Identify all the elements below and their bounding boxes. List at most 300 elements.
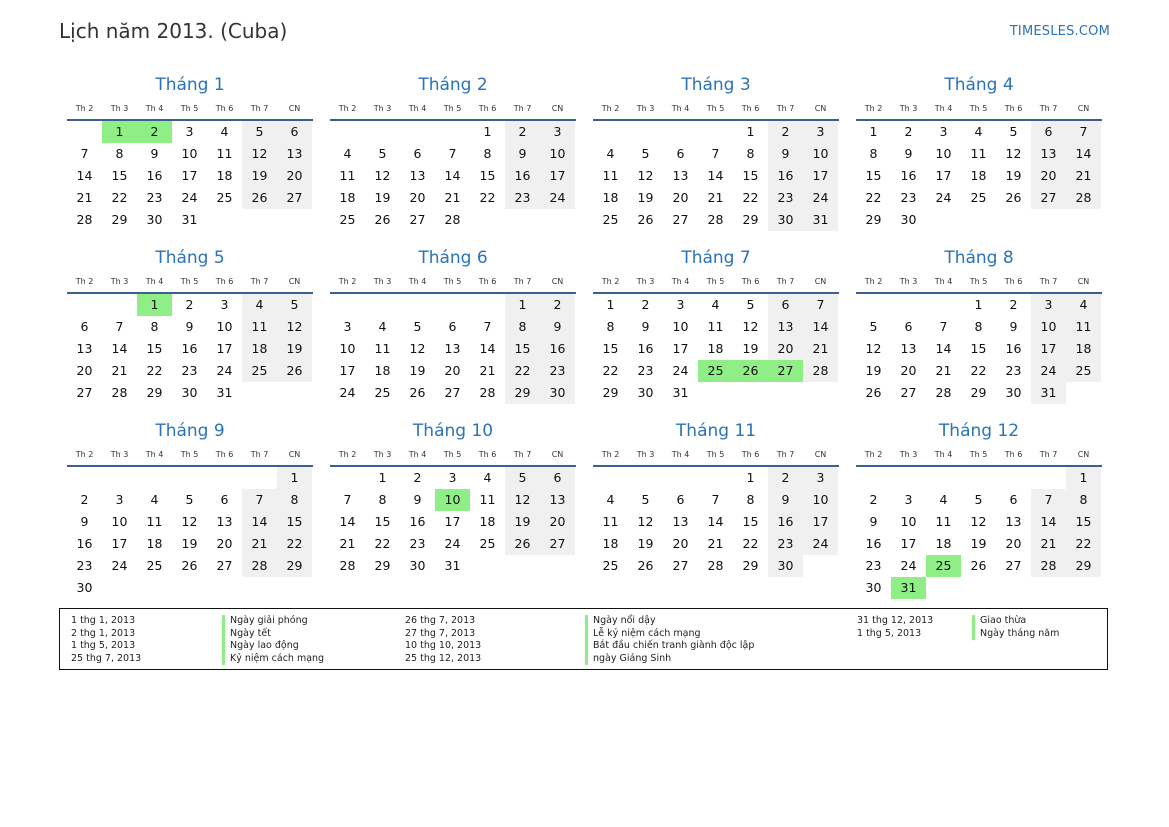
day-cell: 17 [444, 514, 461, 529]
day-cell: 17 [672, 341, 689, 356]
day-cell: 9 [869, 514, 878, 529]
weekday-label: CN [814, 276, 827, 286]
day-cell: 9 [540, 316, 575, 338]
month-title: Tháng 9 [155, 421, 225, 441]
day-cell: 9 [768, 489, 803, 511]
day-cell: 13 [768, 316, 803, 338]
day-cell: 27 [409, 212, 426, 227]
day-cell: 11 [146, 514, 163, 529]
empty-day-cell [137, 467, 172, 489]
legend-names-column [972, 615, 1059, 640]
empty-day-cell [470, 209, 505, 231]
week-row [593, 533, 839, 555]
day-cell: 25 [602, 212, 619, 227]
week-row [67, 294, 313, 316]
day-cell: 30 [768, 209, 803, 231]
empty-day-cell [926, 467, 961, 489]
day-cell: 22 [479, 190, 496, 205]
day-cell: 6 [540, 467, 575, 489]
weekday-label: Th 3 [373, 276, 392, 286]
day-cell: 26 [970, 558, 987, 573]
week-row [67, 187, 313, 209]
day-cell: 31 [216, 385, 233, 400]
day-cell: 22 [602, 363, 619, 378]
day-cell: 27 [540, 533, 575, 555]
empty-day-cell [435, 121, 470, 143]
day-cell: 19 [637, 536, 654, 551]
weekday-label: Th 2 [75, 103, 94, 113]
weekday-label: CN [1077, 449, 1090, 459]
day-cell: 19 [1005, 168, 1022, 183]
day-cell: 4 [606, 492, 615, 507]
day-cell: 8 [150, 319, 159, 334]
day-cell: 21 [444, 190, 461, 205]
day-cell: 26 [374, 212, 391, 227]
day-cell: 2 [80, 492, 89, 507]
day-cell: 4 [343, 146, 352, 161]
day-cell: 11 [374, 341, 391, 356]
weekday-header [856, 97, 1102, 121]
day-cell: 23 [505, 187, 540, 209]
day-cell: 14 [803, 316, 838, 338]
day-cell: 28 [707, 212, 724, 227]
empty-day-cell [926, 294, 961, 316]
day-cell: 22 [277, 533, 312, 555]
week-row [330, 511, 576, 533]
day-cell: 10 [1031, 316, 1066, 338]
week-row [67, 316, 313, 338]
weekday-label: Th 7 [250, 276, 269, 286]
day-cell: 11 [1066, 316, 1101, 338]
day-cell: 29 [1066, 555, 1101, 577]
site-link[interactable]: TIMESLES.COM [1009, 24, 1110, 39]
day-cell: 12 [409, 341, 426, 356]
day-cell: 3 [448, 470, 457, 485]
day-cell: 10 [900, 514, 917, 529]
day-cell: 12 [242, 143, 277, 165]
legend-date: 25 thg 12, 2013 [405, 652, 482, 664]
month-title: Tháng 10 [412, 421, 494, 441]
month-title: Tháng 12 [938, 421, 1020, 441]
day-cell: 1 [746, 124, 755, 139]
day-cell: 20 [900, 363, 917, 378]
empty-day-cell [365, 294, 400, 316]
day-cell: 13 [277, 143, 312, 165]
weekday-header [67, 443, 313, 467]
weekday-label: CN [551, 276, 564, 286]
day-cell: 13 [76, 341, 93, 356]
day-cell: 11 [707, 319, 724, 334]
day-cell: 4 [711, 297, 720, 312]
day-cell: 24 [672, 363, 689, 378]
week-row [330, 209, 576, 231]
day-cell: 7 [483, 319, 492, 334]
legend-holiday-name: Ngày giải phóng [222, 615, 324, 628]
weekday-label: Th 7 [776, 276, 795, 286]
day-cell: 21 [1066, 165, 1101, 187]
day-cell: 9 [505, 143, 540, 165]
week-row [67, 209, 313, 231]
day-cell: 11 [242, 316, 277, 338]
day-cell: 22 [742, 190, 759, 205]
day-cell: 26 [1005, 190, 1022, 205]
day-cell: 22 [146, 363, 163, 378]
weekday-label: Th 5 [969, 276, 988, 286]
weekday-label: Th 3 [899, 103, 918, 113]
week-row [856, 143, 1102, 165]
day-cell: 29 [865, 212, 882, 227]
day-cell: 4 [242, 294, 277, 316]
day-cell: 18 [602, 536, 619, 551]
week-row [330, 121, 576, 143]
day-cell: 5 [746, 297, 755, 312]
week-row [856, 511, 1102, 533]
empty-day-cell [891, 467, 926, 489]
day-cell: 31 [181, 212, 198, 227]
day-cell: 24 [1031, 360, 1066, 382]
day-cell: 11 [970, 146, 987, 161]
empty-day-cell [102, 577, 137, 599]
weekday-label: Th 2 [75, 449, 94, 459]
weekday-label: Th 4 [934, 103, 953, 113]
holiday-day-cell: 10 [435, 489, 470, 511]
month-title: Tháng 3 [681, 75, 751, 95]
day-cell: 5 [1009, 124, 1018, 139]
empty-day-cell [698, 382, 733, 404]
empty-day-cell [400, 294, 435, 316]
empty-day-cell [698, 121, 733, 143]
day-cell: 21 [76, 190, 93, 205]
day-cell: 15 [146, 341, 163, 356]
day-cell: 8 [746, 492, 755, 507]
day-cell: 24 [935, 190, 952, 205]
day-cell: 25 [339, 212, 356, 227]
day-cell: 18 [970, 168, 987, 183]
day-cell: 14 [935, 341, 952, 356]
weekday-label: Th 2 [338, 276, 357, 286]
day-cell: 24 [111, 558, 128, 573]
day-cell: 18 [146, 536, 163, 551]
weekday-label: Th 7 [1039, 103, 1058, 113]
empty-day-cell [242, 382, 277, 404]
weekday-label: Th 3 [110, 449, 129, 459]
legend-date: 25 thg 7, 2013 [71, 652, 142, 664]
day-cell: 7 [242, 489, 277, 511]
day-cell: 4 [220, 124, 229, 139]
holiday-day-cell: 1 [102, 121, 137, 143]
day-cell: 13 [672, 168, 689, 183]
day-cell: 5 [413, 319, 422, 334]
day-cell: 28 [707, 558, 724, 573]
weekday-label: Th 7 [776, 103, 795, 113]
month-title: Tháng 4 [944, 75, 1014, 95]
day-cell: 23 [76, 558, 93, 573]
day-cell: 4 [1066, 294, 1101, 316]
empty-day-cell [540, 555, 575, 577]
holiday-day-cell: 25 [698, 360, 733, 382]
day-cell: 7 [115, 319, 124, 334]
day-cell: 1 [606, 297, 615, 312]
weekday-label: Th 5 [969, 449, 988, 459]
day-cell: 2 [904, 124, 913, 139]
day-cell: 3 [220, 297, 229, 312]
empty-day-cell [277, 382, 312, 404]
empty-day-cell [505, 209, 540, 231]
weekday-label: Th 2 [75, 276, 94, 286]
day-cell: 28 [935, 385, 952, 400]
week-row [330, 294, 576, 316]
week-row [856, 577, 1102, 599]
day-cell: 10 [540, 143, 575, 165]
day-cell: 23 [409, 536, 426, 551]
day-cell: 7 [803, 294, 838, 316]
empty-day-cell [277, 577, 312, 599]
day-cell: 9 [641, 319, 650, 334]
day-cell: 2 [1009, 297, 1018, 312]
day-cell: 16 [900, 168, 917, 183]
weekday-label: Th 7 [1039, 449, 1058, 459]
day-cell: 24 [444, 536, 461, 551]
day-cell: 13 [900, 341, 917, 356]
day-cell: 26 [637, 212, 654, 227]
empty-day-cell [803, 555, 838, 577]
day-cell: 12 [637, 168, 654, 183]
empty-day-cell [470, 294, 505, 316]
holiday-day-cell: 25 [926, 555, 961, 577]
weekday-label: Th 3 [373, 103, 392, 113]
day-cell: 29 [277, 555, 312, 577]
day-cell: 18 [242, 338, 277, 360]
day-cell: 21 [339, 536, 356, 551]
empty-day-cell [330, 294, 365, 316]
weekday-label: Th 4 [671, 103, 690, 113]
month-title: Tháng 1 [155, 75, 225, 95]
empty-day-cell [856, 467, 891, 489]
day-cell: 23 [637, 363, 654, 378]
week-row [67, 360, 313, 382]
day-cell: 2 [768, 121, 803, 143]
week-row [856, 294, 1102, 316]
day-cell: 23 [540, 360, 575, 382]
day-cell: 12 [1005, 146, 1022, 161]
day-cell: 19 [865, 363, 882, 378]
legend-date: 31 thg 12, 2013 [857, 615, 934, 626]
day-cell: 3 [115, 492, 124, 507]
week-row [593, 511, 839, 533]
empty-day-cell [1066, 209, 1101, 231]
day-cell: 21 [935, 363, 952, 378]
weekday-label: CN [551, 449, 564, 459]
empty-day-cell [1066, 577, 1101, 599]
empty-day-cell [803, 382, 838, 404]
week-row [330, 489, 576, 511]
weekday-label: CN [551, 103, 564, 113]
empty-day-cell [593, 467, 628, 489]
day-cell: 26 [505, 533, 540, 555]
day-cell: 30 [865, 580, 882, 595]
empty-day-cell [67, 121, 102, 143]
day-cell: 3 [540, 121, 575, 143]
day-cell: 8 [483, 146, 492, 161]
day-cell: 13 [540, 489, 575, 511]
day-cell: 7 [1031, 489, 1066, 511]
weekday-label: Th 7 [513, 103, 532, 113]
day-cell: 12 [970, 514, 987, 529]
day-cell: 20 [672, 536, 689, 551]
day-cell: 22 [1066, 533, 1101, 555]
day-cell: 15 [865, 168, 882, 183]
weekday-label: CN [288, 449, 301, 459]
day-cell: 9 [1009, 319, 1018, 334]
week-row [593, 489, 839, 511]
day-cell: 17 [181, 168, 198, 183]
empty-day-cell [1066, 382, 1101, 404]
day-cell: 10 [111, 514, 128, 529]
empty-day-cell [961, 577, 996, 599]
day-cell: 24 [181, 190, 198, 205]
month-title: Tháng 8 [944, 248, 1014, 268]
day-cell: 26 [277, 360, 312, 382]
weekday-header [67, 270, 313, 294]
day-cell: 7 [448, 146, 457, 161]
day-cell: 15 [970, 341, 987, 356]
page-title: Lịch năm 2013. (Cuba) [59, 19, 288, 43]
day-cell: 10 [339, 341, 356, 356]
day-cell: 23 [768, 533, 803, 555]
empty-day-cell [996, 467, 1031, 489]
day-cell: 13 [444, 341, 461, 356]
day-cell: 20 [76, 363, 93, 378]
empty-day-cell [505, 555, 540, 577]
weekday-label: Th 4 [408, 103, 427, 113]
legend-date: 26 thg 7, 2013 [405, 615, 476, 626]
month-calendar [330, 246, 576, 404]
month-calendar [856, 246, 1102, 404]
empty-day-cell [330, 467, 365, 489]
empty-day-cell [207, 467, 242, 489]
day-cell: 14 [111, 341, 128, 356]
day-cell: 15 [374, 514, 391, 529]
week-row [330, 555, 576, 577]
day-cell: 16 [768, 165, 803, 187]
day-cell: 14 [707, 514, 724, 529]
weekday-header [856, 270, 1102, 294]
week-row [330, 143, 576, 165]
weekday-label: Th 5 [706, 103, 725, 113]
legend-holiday-name: Ngày tháng năm [972, 628, 1059, 641]
day-cell: 1 [378, 470, 387, 485]
week-row [856, 467, 1102, 489]
day-cell: 7 [80, 146, 89, 161]
day-cell: 25 [602, 558, 619, 573]
day-cell: 16 [540, 338, 575, 360]
weekday-label: Th 6 [478, 103, 497, 113]
week-row [593, 382, 839, 404]
week-row [67, 165, 313, 187]
empty-day-cell [733, 382, 768, 404]
weekday-label: Th 4 [671, 449, 690, 459]
day-cell: 8 [115, 146, 124, 161]
day-cell: 26 [409, 385, 426, 400]
legend-names-column [585, 615, 754, 665]
day-cell: 28 [479, 385, 496, 400]
week-row [330, 316, 576, 338]
day-cell: 6 [448, 319, 457, 334]
day-cell: 8 [869, 146, 878, 161]
day-cell: 1 [974, 297, 983, 312]
day-cell: 19 [742, 341, 759, 356]
weekday-label: Th 2 [864, 103, 883, 113]
day-cell: 6 [768, 294, 803, 316]
day-cell: 3 [803, 121, 838, 143]
day-cell: 12 [865, 341, 882, 356]
empty-day-cell [996, 209, 1031, 231]
month-calendar [856, 73, 1102, 231]
week-row [593, 165, 839, 187]
weekday-label: Th 2 [601, 103, 620, 113]
day-cell: 29 [505, 382, 540, 404]
day-cell: 16 [1005, 341, 1022, 356]
day-cell: 31 [803, 209, 838, 231]
legend-dates-column [71, 615, 141, 665]
weekday-label: Th 6 [215, 276, 234, 286]
legend-holiday-name: Kỷ niệm cách mạng [222, 653, 324, 666]
week-row [593, 121, 839, 143]
week-row [593, 143, 839, 165]
empty-day-cell [628, 467, 663, 489]
day-cell: 5 [185, 492, 194, 507]
empty-day-cell [996, 577, 1031, 599]
holiday-day-cell: 27 [768, 360, 803, 382]
week-row [856, 338, 1102, 360]
day-cell: 3 [676, 297, 685, 312]
day-cell: 12 [374, 168, 391, 183]
week-row [67, 382, 313, 404]
weekday-label: Th 7 [776, 449, 795, 459]
day-cell: 11 [602, 168, 619, 183]
weekday-label: CN [1077, 276, 1090, 286]
empty-day-cell [593, 121, 628, 143]
legend-holiday-name: Ngày nổi dậy [585, 615, 754, 628]
weekday-label: Th 6 [215, 103, 234, 113]
empty-day-cell [926, 577, 961, 599]
legend-holiday-name: Ngày lao động [222, 640, 324, 653]
day-cell: 14 [76, 168, 93, 183]
day-cell: 20 [444, 363, 461, 378]
weekday-label: Th 5 [180, 276, 199, 286]
legend-dates-column [857, 615, 933, 640]
day-cell: 24 [803, 187, 838, 209]
day-cell: 16 [505, 165, 540, 187]
weekday-label: CN [288, 276, 301, 286]
day-cell: 6 [676, 492, 685, 507]
day-cell: 24 [216, 363, 233, 378]
day-cell: 16 [865, 536, 882, 551]
day-cell: 27 [277, 187, 312, 209]
week-row [67, 555, 313, 577]
weekday-label: Th 3 [636, 449, 655, 459]
empty-day-cell [540, 209, 575, 231]
week-row [856, 316, 1102, 338]
day-cell: 5 [505, 467, 540, 489]
day-cell: 27 [672, 558, 689, 573]
day-cell: 6 [80, 319, 89, 334]
day-cell: 16 [181, 341, 198, 356]
day-cell: 6 [220, 492, 229, 507]
day-cell: 27 [76, 385, 93, 400]
day-cell: 26 [637, 558, 654, 573]
day-cell: 19 [277, 338, 312, 360]
